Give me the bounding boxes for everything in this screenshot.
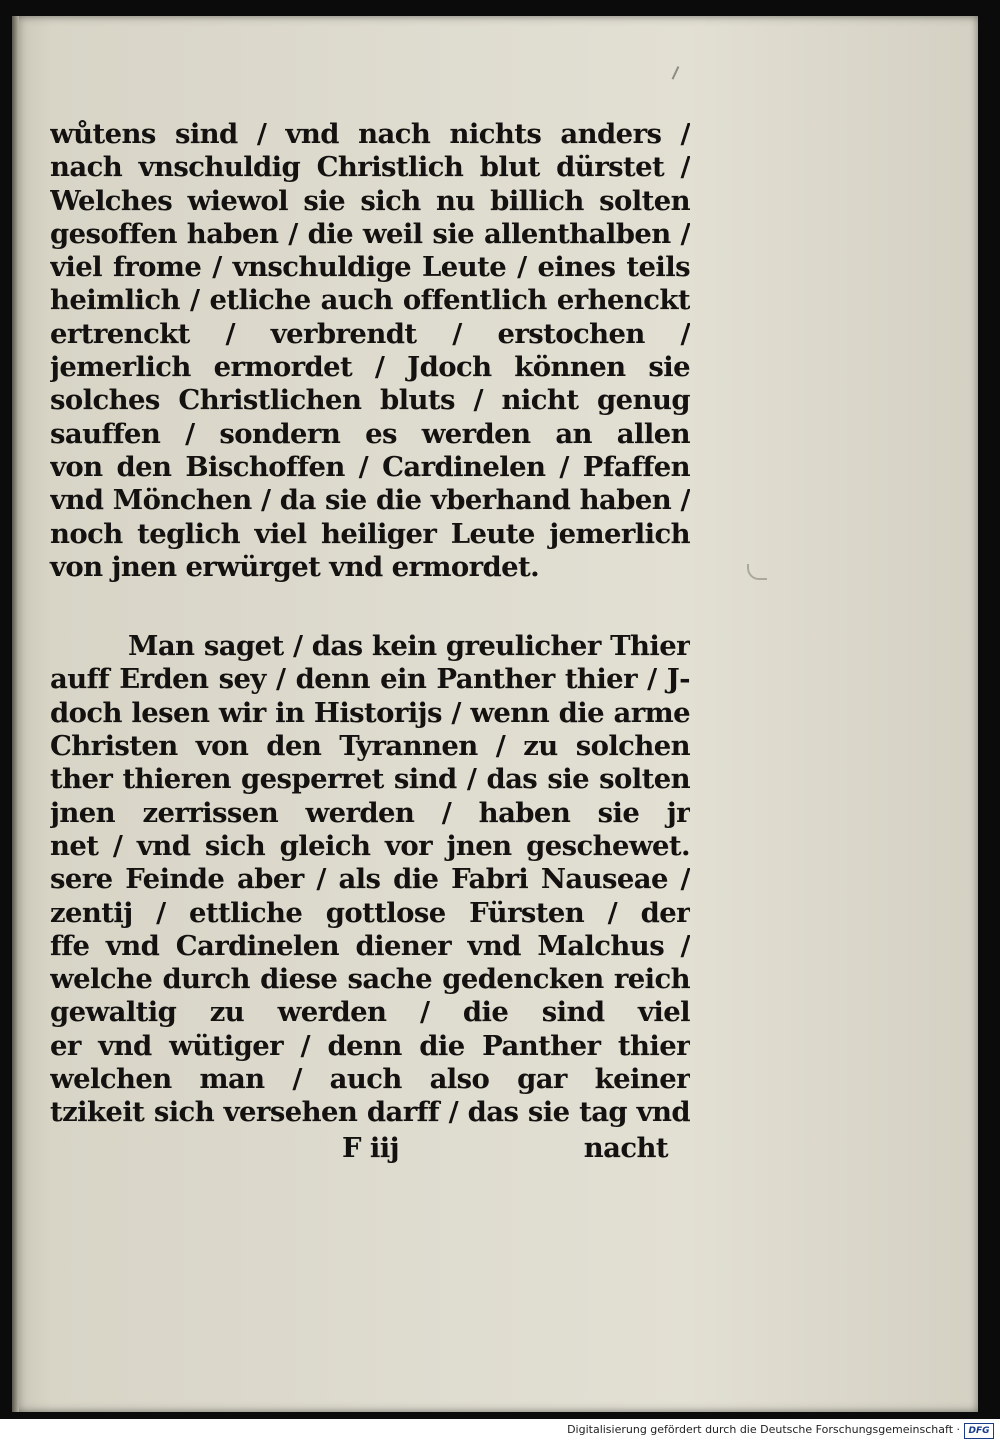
text-line: noch teglich viel heiliger Leute jemerlich: [50, 517, 690, 550]
text-line: sere Feinde aber / als die Fabri Nauseae /: [50, 863, 690, 896]
text-line: gesoffen haben / die weil sie allenthalben /: [50, 217, 690, 250]
paper-fold-mark: [747, 564, 767, 580]
paragraph-1: [50, 118, 690, 584]
text-line: tzikeit sich versehen darff / das sie tag vnd: [50, 1096, 690, 1129]
text-line: vnd Mönchen / da sie die vberhand haben /: [50, 484, 690, 517]
text-line: zentij / ettliche gottlose Fürsten / der: [50, 896, 690, 929]
text-line: welche durch diese sache gedencken reich: [50, 963, 690, 996]
catchword: nacht: [583, 1131, 668, 1164]
dfg-logo: DFG: [964, 1423, 994, 1439]
text-line: ertrenckt / verbrendt / erstochen /: [50, 317, 690, 350]
text-line: viel frome / vnschuldige Leute / eines teils: [50, 251, 690, 284]
funding-credit: Digitalisierung gefördert durch die Deutsche Forschungsgemeinschaft ·: [567, 1423, 960, 1436]
paragraph-2: [50, 630, 690, 1129]
text-line: ffe vnd Cardinelen diener vnd Malchus /: [50, 929, 690, 962]
digitization-footer: [0, 1419, 1000, 1443]
text-line: doch lesen wir in Historijs / wenn die arme: [50, 696, 690, 729]
text-line: von den Bischoffen / Cardinelen / Pfaffen: [50, 450, 690, 483]
text-line: net / vnd sich gleich vor jnen geschewet.: [50, 829, 690, 862]
text-line: Man saget / das kein greulicher Thier: [128, 630, 690, 663]
text-line: sauffen / sondern es werden an allen: [50, 417, 690, 450]
text-line: jnen zerrissen werden / haben sie jr: [50, 796, 690, 829]
text-line: wůtens sind / vnd nach nichts anders /: [50, 118, 690, 150]
page-text: [50, 118, 690, 1166]
text-line: auff Erden sey / denn ein Panther thier / J-: [50, 663, 690, 696]
page-gutter-shadow: [12, 16, 19, 1412]
text-line: gewaltig zu werden / die sind viel: [50, 996, 690, 1029]
text-line: ther thieren gesperret sind / das sie solten: [50, 763, 690, 796]
signature-line: [50, 1130, 690, 1166]
text-line: heimlich / etliche auch offentlich erhenckt: [50, 284, 690, 317]
text-line: er vnd wütiger / denn die Panther thier: [50, 1029, 690, 1062]
text-line: Welches wiewol sie sich nu billich solten: [50, 184, 690, 217]
text-line: welchen man / auch also gar keiner: [50, 1063, 690, 1096]
text-line: von jnen erwürget vnd ermordet.: [50, 550, 540, 583]
text-line: Christen von den Tyrannen / zu solchen: [50, 730, 690, 763]
ink-tick-mark: [672, 66, 689, 84]
text-line: nach vnschuldig Christlich blut dürstet /: [50, 151, 690, 184]
paragraph-gap: [50, 584, 690, 630]
text-line: jemerlich ermordet / Jdoch können sie: [50, 351, 690, 384]
text-line: solches Christlichen bluts / nicht genug: [50, 384, 690, 417]
signature-mark: F iij: [342, 1131, 399, 1164]
